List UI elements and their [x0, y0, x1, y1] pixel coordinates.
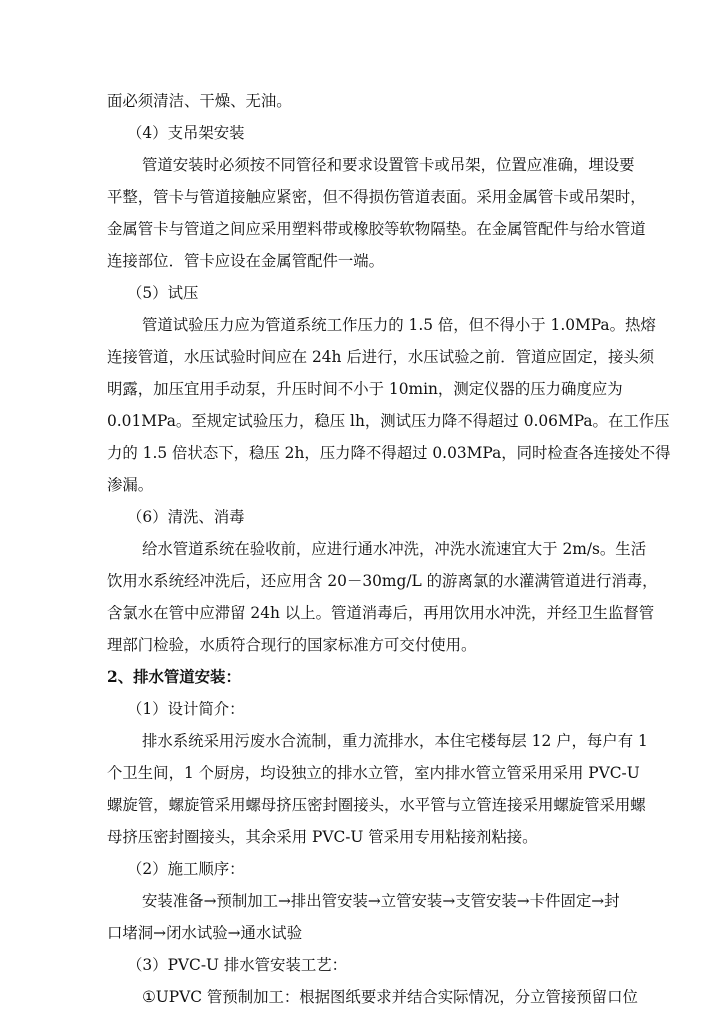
- text-line: 给水管道系统在验收前，应进行通水冲洗，冲洗水流速宜大于 2m/s。生活: [142, 540, 647, 558]
- text-line: 渗漏。: [107, 476, 154, 494]
- text-line: 管道安装时必须按不同管径和要求设置管卡或吊架，位置应准确，埋设要: [142, 156, 635, 174]
- text-line: ①UPVC 管预制加工：根据图纸要求并结合实际情况，分立管接预留口位: [142, 988, 638, 1006]
- text-line: 金属管卡与管道之间应采用塑料带或橡胶等软物隔垫。在金属管配件与给水管道: [107, 220, 646, 238]
- text-line: 母挤压密封圈接头，其余采用 PVC-U 管采用专用粘接剂粘接。: [107, 828, 538, 846]
- text-line: 平整，管卡与管道接触应紧密，但不得损伤管道表面。采用金属管卡或吊架时，: [107, 188, 646, 206]
- text-line: 面必须清洁、干燥、无油。: [107, 92, 292, 110]
- subsection-heading-2: （2）施工顺序：: [127, 860, 245, 878]
- text-line: 力的 1.5 倍状态下，稳压 2h，压力降不得超过 0.03MPa，同时检查各连接处不得: [107, 444, 671, 462]
- section-heading-6: （6）清洗、消毒: [127, 508, 245, 526]
- text-line: 连接部位．管卡应设在金属管配件一端。: [107, 252, 385, 270]
- text-line: 个卫生间，1 个厨房，均设独立的排水立管，室内排水管立管采用采用 PVC-U: [107, 764, 640, 782]
- text-line: 螺旋管，螺旋管采用螺母挤压密封圈接头，水平管与立管连接采用螺旋管采用螺: [107, 796, 646, 814]
- section-heading-4: （4）支吊架安装: [127, 124, 245, 142]
- text-line: 管道试验压力应为管道系统工作压力的 1.5 倍，但不得小于 1.0MPa。热熔: [142, 316, 656, 334]
- section-heading-5: （5）试压: [127, 284, 199, 302]
- text-line: 0.01MPa。至规定试验压力，稳压 lh，测试压力降不得超过 0.06MPa。在工作压: [107, 412, 670, 430]
- section-heading-2: 2、排水管道安装：: [107, 668, 241, 686]
- text-line: 连接管道，水压试验时间应在 24h 后进行，水压试验之前．管道应固定，接头须: [107, 348, 655, 366]
- subsection-heading-3: （3）PVC-U 排水管安装工艺：: [127, 956, 348, 974]
- subsection-heading-1: （1）设计简介：: [127, 700, 245, 718]
- text-line: 含氯水在管中应滞留 24h 以上。管道消毒后，再用饮用水冲洗，并经卫生监督管: [107, 604, 655, 622]
- text-line: 安装准备→预制加工→排出管安装→立管安装→支管安装→卡件固定→封: [142, 892, 620, 910]
- text-line: 饮用水系统经冲洗后，还应用含 20－30mg/L 的游离氯的水灌满管道进行消毒，: [107, 572, 658, 590]
- text-line: 理部门检验，水质符合现行的国家标准方可交付使用。: [107, 636, 477, 654]
- text-line: 明露，加压宜用手动泵，升压时间不小于 10min，测定仪器的压力确度应为: [107, 380, 623, 398]
- text-line: 口堵洞→闭水试验→通水试验: [107, 924, 303, 942]
- text-line: 排水系统采用污废水合流制，重力流排水，本住宅楼每层 12 户，每户有 1: [142, 732, 648, 750]
